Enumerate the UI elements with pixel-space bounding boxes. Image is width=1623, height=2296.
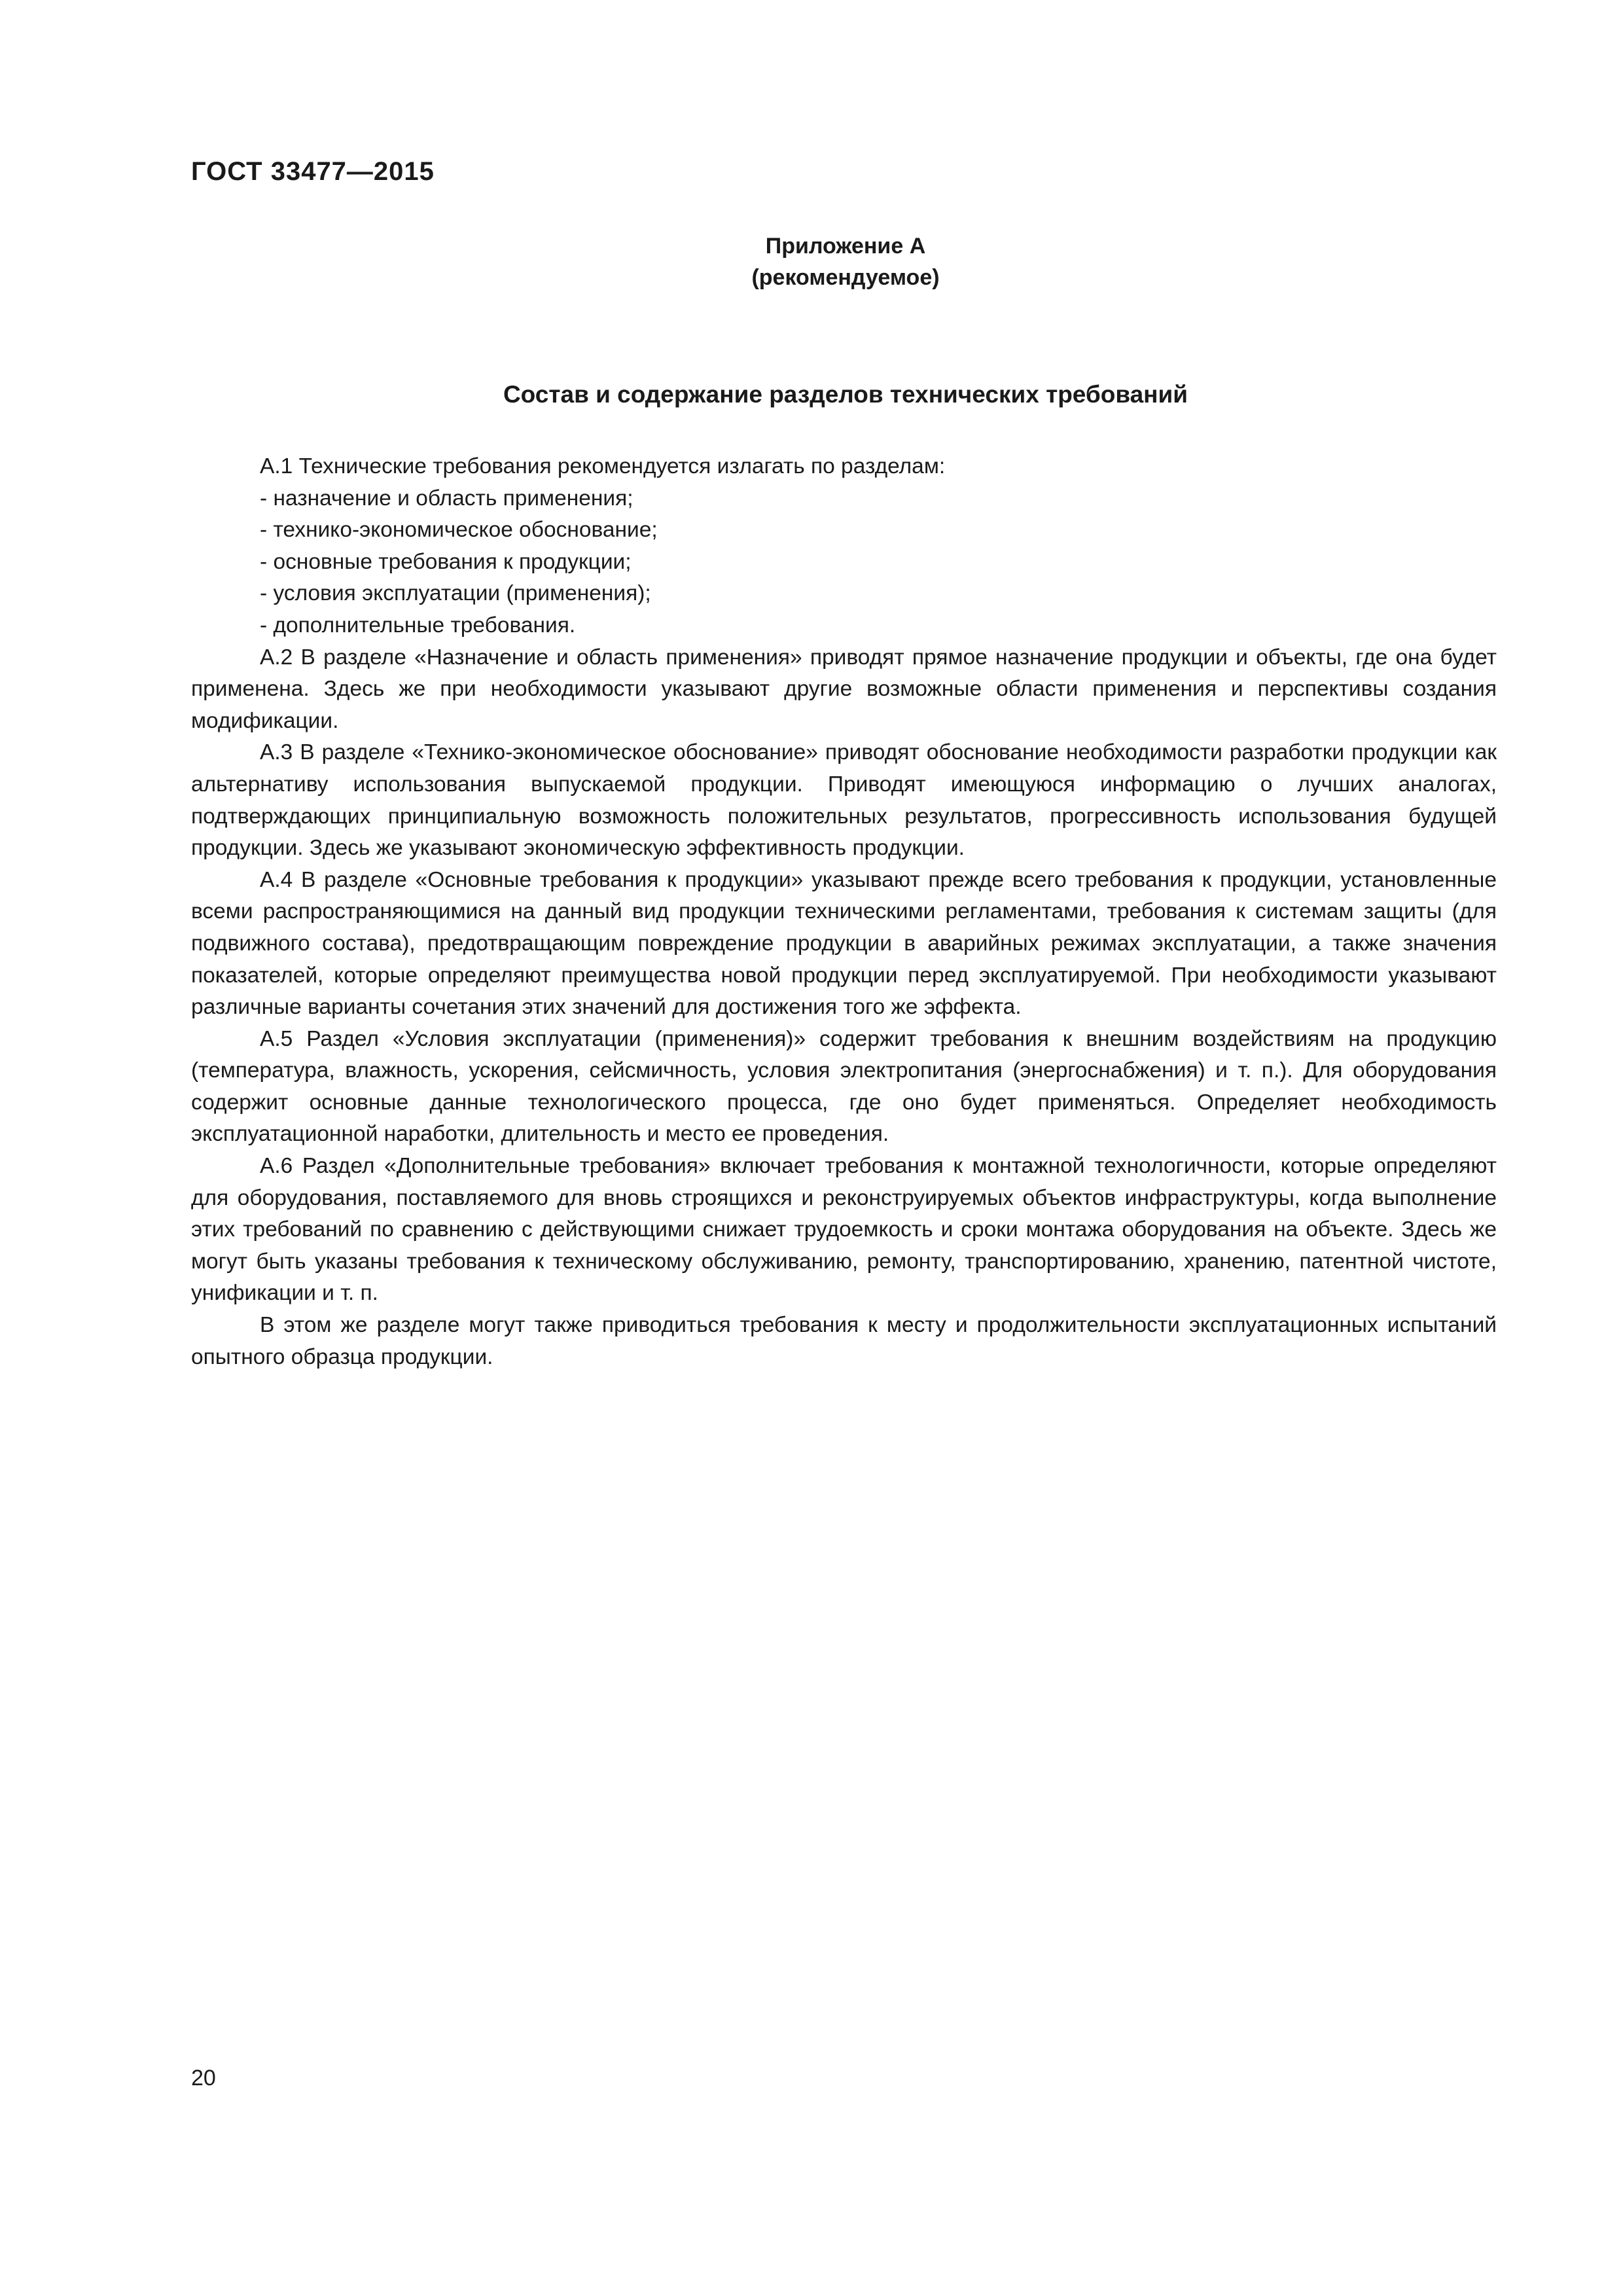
clause-a1-intro: А.1 Технические требования рекомендуется излагать по разделам: [260, 454, 946, 478]
clause-a5: А.5 Раздел «Условия эксплуатации (применения)» содержит требования к внешним воздействиям на продукцию (температура, влажность, ускорения, сейсмичность, условия электропитания (энергоснабжения) и т. п.). Для оборудования содержит основные данные технологического процесса, где оно будет применяться. Определяет необходимость эксплуатационной наработки, длительность и место ее проведения. [191, 1026, 1497, 1147]
appendix-heading [191, 230, 1500, 293]
appendix-status: (рекомендуемое) [751, 265, 940, 290]
list-item: - основные требования к продукции; [260, 549, 632, 574]
list-item: - назначение и область применения; [260, 486, 633, 511]
clause-a6-extra: В этом же разделе могут также приводиться требования к месту и продолжительности эксплуатационных испытаний опытного образца продукции. [191, 1313, 1497, 1369]
appendix-title: Приложение А [765, 234, 926, 259]
clause-a2: А.2 В разделе «Назначение и область применения» приводят прямое назначение продукции и объекты, где она будет применена. Здесь же при необходимости указывают другие возможные области применения и перспективы создания модификации. [191, 645, 1497, 733]
clause-a6: А.6 Раздел «Дополнительные требования» включает требования к монтажной технологичности, которые определяют для оборудования, поставляемого для вновь строящихся и реконструируемых объектов инфраструктуры, когда выполнение этих требований по сравнению с действующими снижает трудоемкость и сроки монтажа оборудования на объекте. Здесь же могут быть указаны требования к техническому обслуживанию, ремонту, транспортированию, хранению, патентной чистоте, унификации и т. п. [191, 1154, 1497, 1306]
list-item: - дополнительные требования. [260, 613, 576, 637]
clause-a1-list [191, 483, 1497, 642]
list-item: - технико-экономическое обоснование; [260, 518, 658, 543]
clause-a3: А.3 В разделе «Технико-экономическое обоснование» приводят обоснование необходимости разработки продукции как альтернативу использования выпускаемой продукции. Приводят имеющуюся информацию о лучших аналогах, подтверждающих принципиальную возможность положительных результатов, прогрессивность использования будущей продукции. Здесь же указывают экономическую эффективность продукции. [191, 740, 1497, 861]
page-number: 20 [191, 2066, 216, 2090]
section-title: Состав и содержание разделов технических требований [503, 381, 1188, 408]
list-item: - условия эксплуатации (применения); [260, 581, 651, 606]
document-code: ГОСТ 33477—2015 [191, 157, 435, 186]
clause-a4: А.4 В разделе «Основные требования к продукции» указывают прежде всего требования к продукции, установленные всеми распространяющимися на данный вид продукции техническими регламентами, требования к системам защиты (для подвижного состава), предотвращающим повреждение продукции в аварийных режимах эксплуатации, а также значения показателей, которые определяют преимущества новой продукции перед эксплуатируемой. При необходимости указывают различные варианты сочетания этих значений для достижения того же эффекта. [191, 867, 1497, 1020]
document-body [191, 451, 1497, 1373]
